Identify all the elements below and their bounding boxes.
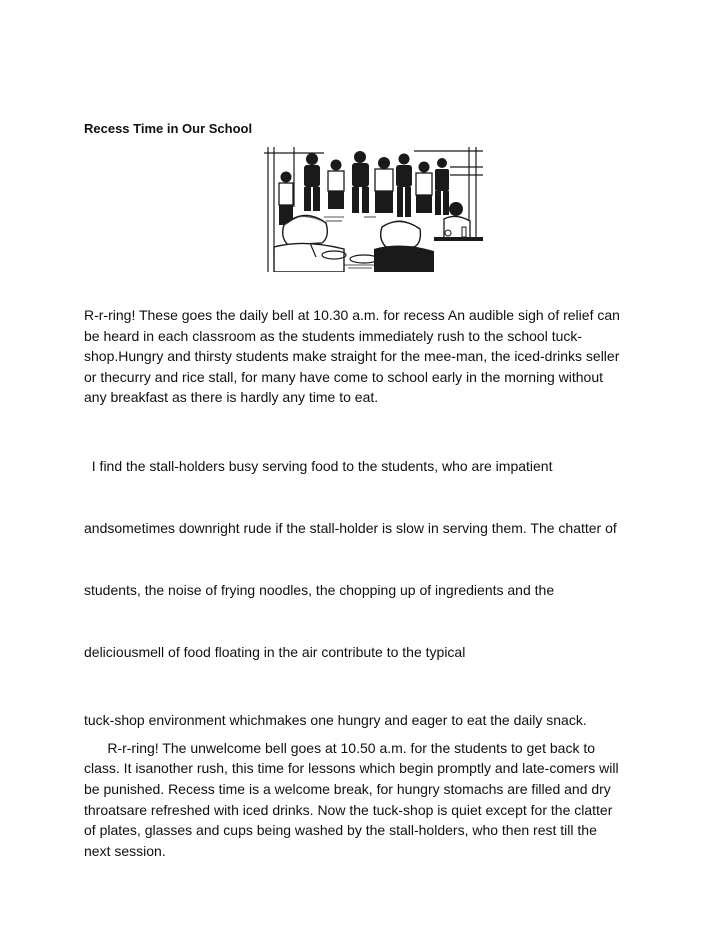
text-line: tuck-shop environment whichmakes one hungry and eager to eat the daily snack. xyxy=(84,712,587,729)
text-line: shop.Hungry and thirsty students make straight for the mee-man, the iced-drinks seller xyxy=(84,348,620,365)
students-at-tuck-shop-illustration xyxy=(264,147,483,272)
text-line: or thecurry and rice stall, for many have come to school early in the morning without xyxy=(84,368,604,385)
paragraph-2 xyxy=(84,415,644,703)
text-line: be heard in each classroom as the students immediately rush to the school tuck- xyxy=(84,327,583,344)
text-line: R-r-ring! These goes the daily bell at 10.30 a.m. for recess An audible sigh of relief can xyxy=(84,307,620,323)
text-line: students, the noise of frying noodles, the chopping up of ingredients and the xyxy=(84,581,555,598)
text-line: deliciousmell of food floating in the air contribute to the typical xyxy=(84,643,466,660)
text-line: of plates, glasses and cups being washed by the stall-holders, who then rest till the xyxy=(84,822,597,839)
paragraph-3 xyxy=(84,710,644,731)
text-line: class. It isanother rush, this time for lessons which begin promptly and late-comers will xyxy=(84,760,619,777)
document-body xyxy=(84,305,644,861)
paragraph-4 xyxy=(84,738,644,862)
text-line: be punished. Recess time is a welcome break, for hungry stomachs are filled and dry xyxy=(84,781,611,798)
text-line: any breakfast as there is hardly any time to eat. xyxy=(84,389,379,406)
text-line: I find the stall-holders busy serving food to the students, who are impatient xyxy=(84,458,553,475)
text-line: next session. xyxy=(84,842,166,859)
paragraph-1 xyxy=(84,305,644,408)
text-line: throatsare refreshed with iced drinks. Now the tuck-shop is quiet except for the clatter xyxy=(84,801,613,818)
text-line: R-r-ring! The unwelcome bell goes at 10.50 a.m. for the students to get back to xyxy=(84,739,596,756)
text-line: andsometimes downright rude if the stall-holder is slow in serving them. The chatter of xyxy=(84,519,617,536)
document-title: Recess Time in Our School xyxy=(84,121,253,136)
